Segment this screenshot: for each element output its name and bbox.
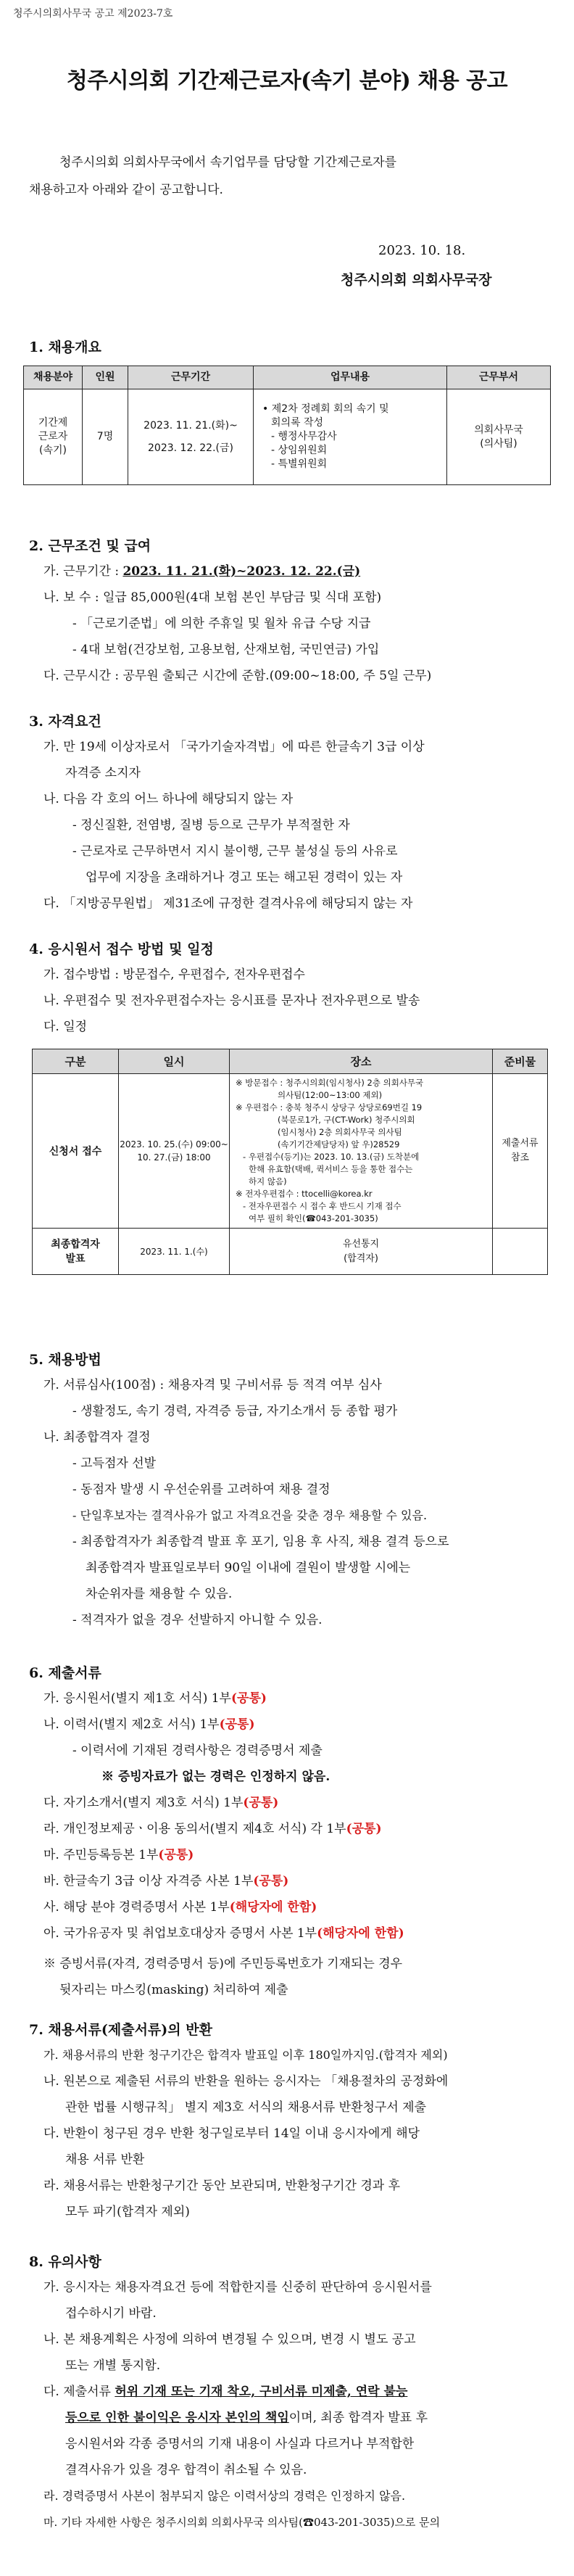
s5-a: 가. 서류심사(100점) : 채용자격 및 구비서류 등 적격 여부 심사 [43, 1378, 382, 1392]
s6-b2: ※ 증빙자료가 없는 경력은 인정하지 않음. [101, 1770, 330, 1784]
section-7-heading: 7. 채용서류(제출서류)의 반환 [29, 2022, 212, 2038]
s6-e: 마. 주민등록등본 1부(공통) [43, 1848, 194, 1862]
s4-a: 가. 접수방법 : 방문접수, 우편접수, 전자우편접수 [43, 967, 305, 982]
s7-b1: 나. 원본으로 제출된 서류의 반환을 원하는 응시자는 「채용절차의 공정화에 [43, 2074, 449, 2089]
section-5-heading: 5. 채용방법 [29, 1352, 101, 1368]
section-6-heading: 6. 제출서류 [29, 1665, 101, 1681]
schedule-table [32, 1049, 548, 1275]
s3-b1: - 정신질환, 전염병, 질병 등으로 근무가 부적절한 자 [72, 818, 350, 833]
cell-field: 기간제 근로자 (속기) [24, 389, 83, 485]
cell-period: 2023. 11. 21.(화)~ 2023. 12. 22.(금) [128, 389, 254, 485]
notice-number: 청주시의회사무국 공고 제2023-7호 [13, 8, 173, 20]
s6-note-1: ※ 증빙서류(자격, 경력증명서 등)에 주민등록번호가 기재되는 경우 [43, 1957, 403, 1971]
s5-b2: - 동점자 발생 시 우선순위를 고려하여 채용 결정 [72, 1482, 330, 1497]
s2-pay: 나. 보 수 : 일급 85,000원(4대 보험 본인 부담금 및 식대 포함) [43, 590, 382, 605]
s3-c: 다. 「지방공무원법」 제31조에 규정한 결격사유에 해당되지 않는 자 [43, 896, 413, 911]
intro-line-2: 채용하고자 아래와 같이 공고합니다. [29, 183, 223, 197]
s2-hours: 다. 근무시간 : 공무원 출퇴근 시간에 준함.(09:00~18:00, 주 5일 근무) [43, 669, 432, 683]
s3-a2: 자격증 소지자 [65, 766, 141, 780]
s3-b3: 업무에 지장을 초래하거나 경고 또는 해고된 경력이 있는 자 [86, 870, 403, 885]
s6-h: 아. 국가유공자 및 취업보호대상자 증명서 사본 1부(해당자에 한함) [43, 1926, 404, 1941]
row-apply-date: 2023. 10. 25.(수) 09:00~ 10. 27.(금) 18:00 [119, 1074, 230, 1229]
row-apply-label: 신청서 접수 [33, 1074, 119, 1229]
row-result-label: 최종합격자 발표 [33, 1229, 119, 1275]
section-2-heading: 2. 근무조건 및 급여 [29, 538, 151, 554]
s8-c3: 응시원서와 각종 증명서의 기재 내용이 사실과 다르거나 부적합한 [65, 2437, 415, 2451]
s6-d: 라. 개인정보제공ㆍ이용 동의서(별지 제4호 서식) 각 1부(공통) [43, 1822, 382, 1836]
s2-pay-2: - 4대 보험(건강보험, 고용보험, 산재보험, 국민연금) 가입 [72, 643, 380, 657]
s5-b4: - 최종합격자가 최종합격 발표 후 포기, 임용 후 사직, 채용 결격 등으로 [72, 1535, 449, 1549]
s2-period-value: 2023. 11. 21.(화)~2023. 12. 22.(금) [122, 564, 361, 579]
s2-pay-1: - 「근로기준법」에 의한 주휴일 및 월차 유급 수당 지급 [72, 616, 371, 631]
s6-g: 사. 해당 분야 경력증명서 사본 1부(해당자에 한함) [43, 1900, 317, 1915]
s7-a: 가. 채용서류의 반환 청구기간은 합격자 발표일 이후 180일까지임.(합격자 제외) [43, 2048, 448, 2062]
s5-b3: - 단일후보자는 결격사유가 없고 자격요건을 갖춘 경우 채용할 수 있음. [72, 1508, 428, 1522]
s3-a1: 가. 만 19세 이상자로서 「국가기술자격법」에 따른 한글속기 3급 이상 [43, 740, 425, 754]
s4-c: 다. 일정 [43, 1020, 88, 1034]
col-duties: 업무내용 [254, 366, 447, 389]
s8-c2: 등으로 인한 불이익은 응시자 본인의 책임이며, 최종 합격자 발표 후 [65, 2411, 428, 2425]
s5-b: 나. 최종합격자 결정 [43, 1430, 151, 1445]
s6-b: 나. 이력서(별지 제2호 서식) 1부(공통) [43, 1717, 255, 1732]
s7-b2: 관한 법률 시행규칙」 별지 제3호 서식의 채용서류 반환청구서 제출 [65, 2100, 427, 2115]
section-4-heading: 4. 응시원서 접수 방법 및 일정 [29, 941, 214, 957]
s8-c1: 다. 제출서류 허위 기재 또는 기재 착오, 구비서류 미제출, 연락 불능 [43, 2385, 408, 2399]
s8-a1: 가. 응시자는 채용자격요건 등에 적합한지를 신중히 판단하여 응시원서를 [43, 2280, 432, 2295]
s7-c1: 다. 반환이 청구된 경우 반환 청구일로부터 14일 이내 응시자에게 해당 [43, 2126, 420, 2141]
s7-d1: 라. 채용서류는 반환청구기간 동안 보관되며, 반환청구기간 경과 후 [43, 2179, 401, 2193]
intro-line-1: 청주시의회 의회사무국에서 속기업무를 담당할 기간제근로자를 [59, 155, 397, 170]
overview-table [23, 366, 551, 485]
s8-e: 마. 기타 자세한 사항은 청주시의회 의회사무국 의사팀(☎043-201-3035)으로 문의 [43, 2516, 441, 2529]
s8-d: 라. 경력증명서 사본이 첨부되지 않은 이력서상의 경력은 인정하지 않음. [43, 2489, 406, 2503]
s5-a1: - 생활정도, 속기 경력, 자격증 등급, 자기소개서 등 종합 평가 [72, 1404, 398, 1419]
col-period: 근무기간 [128, 366, 254, 389]
s8-a2: 접수하시기 바람. [65, 2306, 157, 2321]
s5-b5: 최종합격자 발표일로부터 90일 이내에 결원이 발생할 시에는 [86, 1561, 411, 1575]
page-title: 청주시의회 기간제근로자(속기 분야) 채용 공고 [66, 68, 508, 94]
s7-c2: 채용 서류 반환 [65, 2152, 145, 2167]
s8-c4: 결격사유가 있을 경우 합격이 취소될 수 있음. [65, 2463, 307, 2477]
row-apply-place: ※ 방문접수 : 청주시의회(임시청사) 2층 의회사무국 의사팀(12:00~13:00 제외) ※ 우편접수 : 충북 청주시 상당구 상당로69번길 19 (북문로1가, 구(CT-Work) 청주시의회 (임시청사) 2층 의회사무국 의사팀 (속기기간제담당자) 앞 우)28529 - 우편접수(등기)는 2023. 10. 13.(금) 도착분에 한해 유효함(택배, 퀵서비스 등을 통한 접수는 하지 않음) ※ 전자우편접수 : ttocelli@korea.kr - 전자우편접수 시 접수 후 반드시 기재 접수 여부 필히 확인(☎043-201-3035) [230, 1074, 493, 1229]
row-result-date: 2023. 11. 1.(수) [119, 1229, 230, 1275]
section-3-heading: 3. 자격요건 [29, 714, 101, 730]
col-field: 채용분야 [24, 366, 83, 389]
col-dept: 근무부서 [447, 366, 551, 389]
s2-period: 가. 근무기간 : 2023. 11. 21.(화)~2023. 12. 22.(금) [43, 564, 361, 579]
section-1-heading: 1. 채용개요 [29, 339, 101, 355]
s3-b: 나. 다음 각 호의 어느 하나에 해당되지 않는 자 [43, 792, 294, 806]
s6-b1: - 이력서에 기재된 경력사항은 경력증명서 제출 [72, 1743, 323, 1758]
cell-count: 7명 [83, 389, 128, 485]
col-place: 장소 [230, 1049, 493, 1074]
col-count: 인원 [83, 366, 128, 389]
s6-a: 가. 응시원서(별지 제1호 서식) 1부(공통) [43, 1691, 267, 1706]
row-result-prep [493, 1229, 548, 1275]
s8-b2: 또는 개별 통지함. [65, 2358, 161, 2373]
col-datetime: 일시 [119, 1049, 230, 1074]
col-prep: 준비물 [493, 1049, 548, 1074]
s6-c: 다. 자기소개서(별지 제3호 서식) 1부(공통) [43, 1796, 279, 1810]
s3-b2: - 근로자로 근무하면서 지시 불이행, 근무 불성실 등의 사유로 [72, 844, 398, 859]
col-type: 구분 [33, 1049, 119, 1074]
section-8-heading: 8. 유의사항 [29, 2254, 101, 2270]
cell-dept: 의회사무국 (의사팀) [447, 389, 551, 485]
notice-date: 2023. 10. 18. [378, 243, 466, 258]
cell-duties: • 제2차 정례회 회의 속기 및 회의록 작성 - 행정사무감사 - 상임위원회 - 특별위원회 [254, 389, 447, 485]
s5-b6: 차순위자를 채용할 수 있음. [86, 1587, 233, 1601]
s5-b7: - 적격자가 없을 경우 선발하지 아니할 수 있음. [72, 1613, 323, 1627]
s6-note-2: 뒷자리는 마스킹(masking) 처리하여 제출 [59, 1983, 288, 1997]
s7-d2: 모두 파기(합격자 제외) [65, 2205, 190, 2219]
s5-b1: - 고득점자 선발 [72, 1456, 157, 1471]
s4-b: 나. 우편접수 및 전자우편접수자는 응시표를 문자나 전자우편으로 발송 [43, 994, 420, 1008]
issuer: 청주시의회 의회사무국장 [341, 272, 492, 288]
s6-f: 바. 한글속기 3급 이상 자격증 사본 1부(공통) [43, 1874, 289, 1888]
row-apply-prep: 제출서류 참조 [493, 1074, 548, 1229]
row-result-place: 유선통지 (합격자) [230, 1229, 493, 1275]
s8-b1: 나. 본 채용계획은 사정에 의하여 변경될 수 있으며, 변경 시 별도 공고 [43, 2332, 416, 2347]
